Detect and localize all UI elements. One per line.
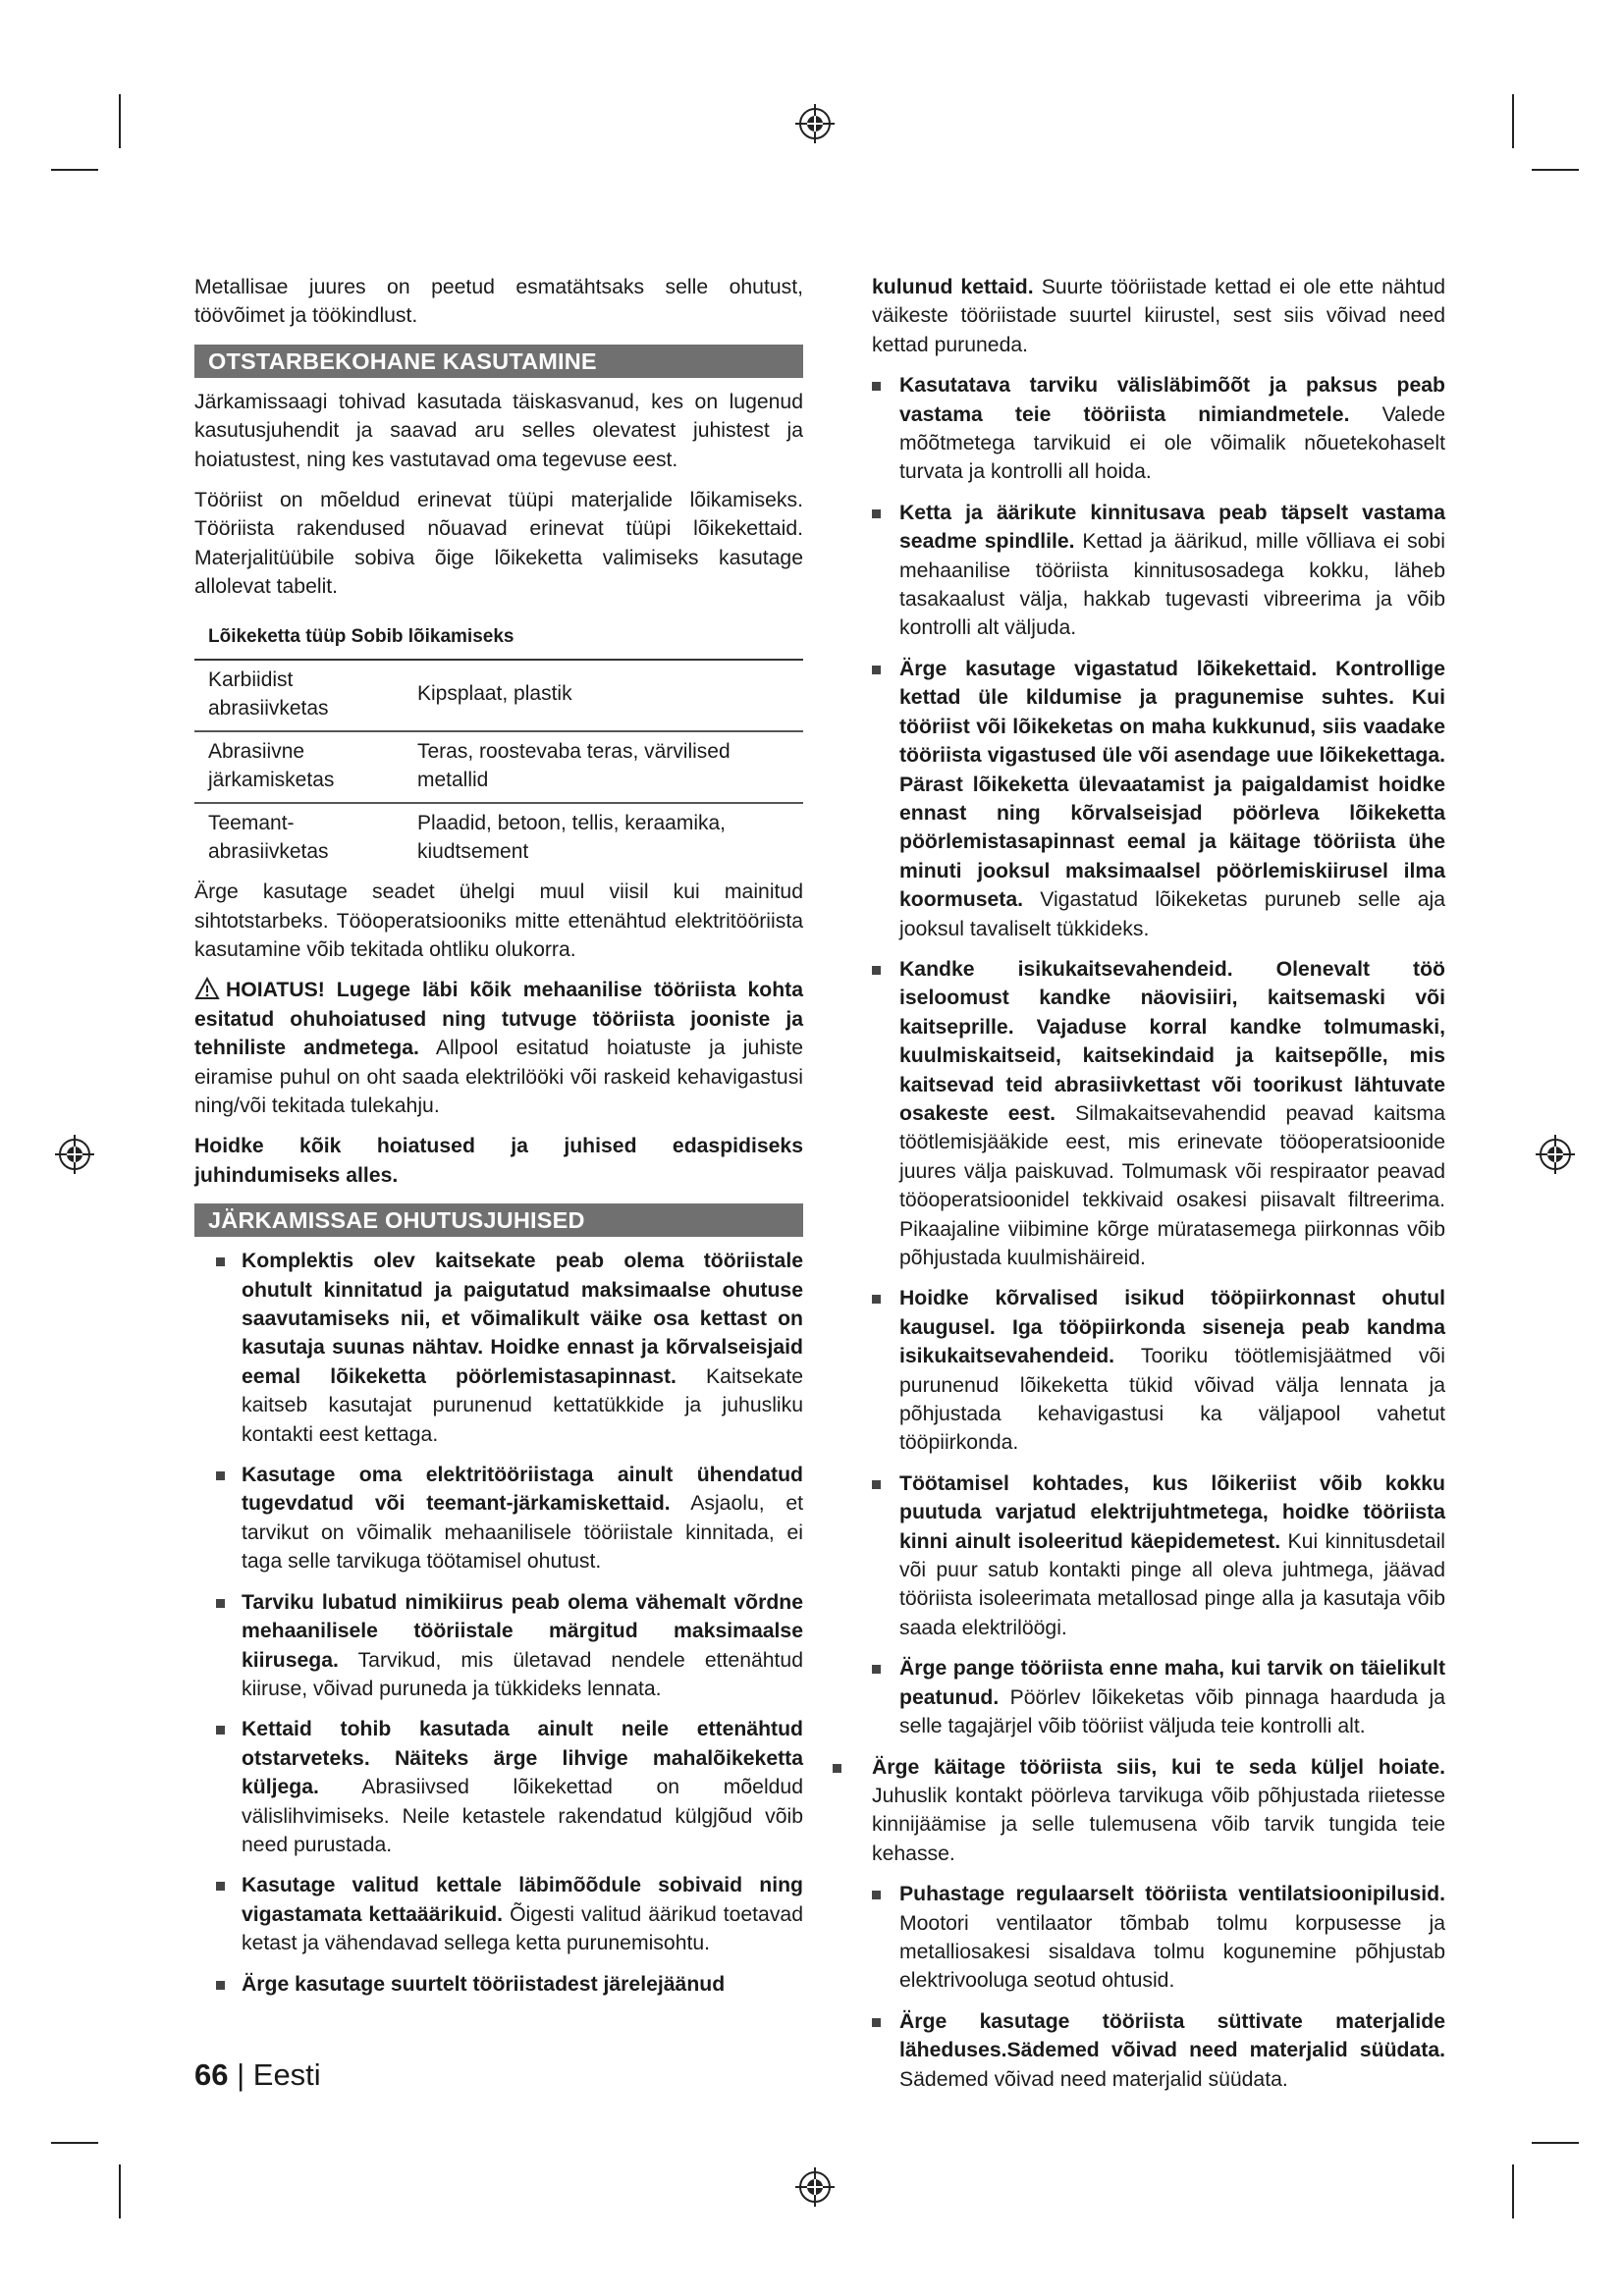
registration-mark-icon bbox=[53, 1133, 96, 1176]
keep-instructions: Hoidke kõik hoiatused ja juhised edaspidiseks juhindumiseks alles. bbox=[194, 1135, 803, 1187]
table-cell-use: Teras, roostevaba teras, värvilised metallid bbox=[404, 731, 803, 803]
section-heading-safety: JÄRKAMISSAE OHUTUSJUHISED bbox=[194, 1203, 803, 1237]
list-item: Ketta ja äärikute kinnitusava peab täpselt vastama seadme spindlile. Kettad ja äärikud, mille võlliava ei sobi mehaanilise tööriista kinnitusosadega kokku, läheb tasakaalust välja, hakkab tugevasti vibreerima ja võib kontrolli alt väljuda. bbox=[872, 499, 1445, 643]
crop-mark bbox=[1512, 2164, 1514, 2218]
list-item: Töötamisel kohtades, kus lõikeriist võib kokku puutuda varjatud elektrijuhtmetega, hoidke tööriista kinni ainult isoleeritud käepidemetest. Kui kinnitusdetail või puur satub kontakti pinge all oleva juhtmega, jäävad tööriista isoleerimata metallosad pinge alla ja kasutaja võib saada elektrilöögi. bbox=[872, 1469, 1445, 1642]
registration-mark-icon bbox=[793, 102, 837, 145]
crop-mark bbox=[51, 2142, 98, 2144]
paragraph: Järkamissaagi tohivad kasutada täiskasvanud, kes on lugenud kasutusjuhendit ja saavad aru selles olevatest juhistest ja hoiatustest, ning kes vastutavad oma tegevuse eest. bbox=[194, 390, 803, 471]
registration-mark-icon bbox=[793, 2165, 837, 2209]
list-item: Ärge käitage tööriista siis, kui te seda küljel hoiate. Juhuslik kontakt pöörleva tarvikuga võib põhjustada riietesse kinnijäämise ja selle tulemusena võib tarvik tungida teie kehasse. bbox=[833, 1753, 1445, 1869]
table-row bbox=[194, 803, 803, 874]
table-cell-use: Kipsplaat, plastik bbox=[404, 660, 803, 731]
crop-mark bbox=[51, 169, 98, 171]
warning-paragraph bbox=[194, 976, 803, 1120]
section-heading-intended-use: OTSTARBEKOHANE KASUTAMINE bbox=[194, 345, 803, 378]
warning-text: Allpool esitatud hoiatuste ja juhiste eiramise puhul on oht saada elektrilööki või raskeid kehavigastusi ning/või tekitada tulekahju. bbox=[194, 1037, 803, 1117]
table-row bbox=[194, 731, 803, 803]
crop-mark bbox=[1512, 94, 1514, 148]
list-item: Kasutage valitud kettale läbimõõdule sobivaid ning vigastamata kettaäärikuid. Õigesti valitud äärikud toetavad ketast ja vähendavad sellega ketta purunemisohtu. bbox=[194, 1871, 803, 1957]
table-row bbox=[194, 660, 803, 731]
list-item: Puhastage regulaarselt tööriista ventilatsioonipilusid. Mootori ventilaator tõmbab tolmu korpusesse ja metalliosakesi sisaldava tolmu kogunemine põhjustab elektrivooluga seotud ohtusid. bbox=[872, 1880, 1445, 1996]
registration-mark-icon bbox=[1534, 1133, 1577, 1176]
crop-mark bbox=[1532, 2142, 1579, 2144]
crop-mark bbox=[1532, 169, 1579, 171]
left-column bbox=[194, 273, 803, 2010]
right-column bbox=[872, 273, 1445, 2106]
list-item: Ärge kasutage vigastatud lõikekettaid. Kontrollige kettad üle kildumise ja pragunemise suhtes. Kui tööriist või lõikeketas on maha kukkunud, siis vaadake tööriista vigastused üle või asendage uue lõikekettaga. Pärast lõikeketta ülevaatamist ja paigaldamist hoidke ennast ning kõrvalseisjad pöörleva lõikeketta pöörlemistasapinnast eemal ja käitage tööriista ühe minuti jooksul maksimaalsel pöörlemiskiirusel ilma koormuseta. Vigastatud lõikeketas puruneb selle aja jooksul tavaliselt tükkideks. bbox=[872, 655, 1445, 943]
crop-mark bbox=[119, 94, 121, 148]
table-cell-type: Teemant-abrasiivketas bbox=[208, 812, 329, 863]
list-item: Kasutage oma elektritööriistaga ainult ühendatud tugevdatud või teemant-järkamiskettaid. Asjaolu, et tarvikut on võimalik mehaanilisele tööriistale kinnitada, ei taga selle tarvikuga töötamisel ohutust. bbox=[194, 1461, 803, 1576]
list-item: Hoidke kõrvalised isikud tööpiirkonnast ohutul kaugusel. Iga tööpiirkonda siseneja peab kandma isikukaitsevahendeid. Tooriku töötlemisjäätmed või purunenud lõikeketta tükid võivad välja lennata ja põhjustada kehavigastusi ka väljapool vahetut tööpiirkonda. bbox=[872, 1284, 1445, 1457]
list-item: Tarviku lubatud nimikiirus peab olema vähemalt võrdne mehaanilisele tööriistale märgitud maksimaalse kiirusega. Tarvikud, mis ületavad nendele ettenähtud kiiruse, võivad puruneda ja tükkideks lennata. bbox=[194, 1588, 803, 1704]
list-item: Ärge kasutage tööriista süttivate materjalide läheduses.Sädemed võivad need materjalid süüdata. Sädemed võivad need materjalid süüdata. bbox=[872, 2007, 1445, 2094]
list-item: Kasutatava tarviku välisläbimõõt ja paksus peab vastama teie tööriista nimiandmetele. Valede mõõtmetega tarvikuid ei ole võimalik nõuetekohaselt turvata ja kontrolli all hoida. bbox=[872, 371, 1445, 487]
page-number: 66 bbox=[194, 2057, 229, 2092]
list-item: Ärge pange tööriista enne maha, kui tarvik on täielikult peatunud. Pöörlev lõikeketas võib pinnaga haarduda ja selle tagajärjel võib tööriist väljuda teie kontrolli alt. bbox=[872, 1654, 1445, 1740]
warning-bold: HOIATUS! Lugege läbi kõik mehaanilise tööriista kohta esitatud ohuhoiatused ning tutvuge tööriista jooniste ja tehniliste andmetega. bbox=[194, 979, 803, 1060]
list-item: Komplektis olev kaitsekate peab olema tööriistale ohutult kinnitatud ja paigutatud maksimaalse ohutuse saavutamiseks nii, et võimalikult väike osa kettast on kasutaja suunas nähtav. Hoidke ennast ja kõrvalseisjaid eemal lõikeketta pöörlemistasapinnast. Kaitsekate kaitseb kasutajat purunenud kettatükkide ja juhusliku kontakti eest kettaga. bbox=[194, 1247, 803, 1449]
warning-triangle-icon bbox=[194, 977, 220, 1000]
paragraph: Tööriist on mõeldud erinevat tüüpi materjalide lõikamiseks. Tööriista rakendused nõuavad erinevat tüüpi lõikekettaid. Materjalitüübile sobiva õige lõikeketta valimiseks kasutage allolevat tabelit. bbox=[194, 489, 803, 599]
table-header: Lõikeketta tüüp Sobib lõikamiseks bbox=[194, 619, 803, 661]
intro-paragraph: Metallisae juures on peetud esmatähtsaks selle ohutust, töövõimet ja töökindlust. bbox=[194, 276, 803, 328]
disc-type-table bbox=[194, 619, 803, 875]
paragraph: Ärge kasutage seadet ühelgi muul viisil kui mainitud sihtotstarbeks. Tööoperatsiooniks mitte ettenähtud elektritööriista kasutamine võib tekitada ohtliku olukorra. bbox=[194, 881, 803, 961]
crop-mark bbox=[119, 2164, 121, 2218]
footer-separator: | bbox=[228, 2057, 253, 2092]
continued-paragraph: kulunud kettaid. Suurte tööriistade kettad ei ole ette nähtud väikeste tööriistade suurtel kiirustel, sest siis võivad need kettad puruneda. bbox=[872, 276, 1445, 356]
page-footer bbox=[194, 2057, 321, 2093]
list-item: Kettaid tohib kasutada ainult neile ettenähtud otstarveteks. Näiteks ärge lihvige mahalõikeketta küljega. Abrasiivsed lõikekettad on mõeldud välislihvimiseks. Neile ketastele rakendatud külgjõud võib need purustada. bbox=[194, 1715, 803, 1859]
table-cell-use: Plaadid, betoon, tellis, keraamika, kiudtsement bbox=[417, 812, 727, 863]
table-cell-type: Abrasiivne järkamisketas bbox=[194, 731, 404, 803]
list-item: Ärge kasutage suurtelt tööriistadest järelejäänud bbox=[194, 1970, 803, 1999]
table-cell-type: Karbiidist abrasiivketas bbox=[194, 660, 404, 731]
footer-language: Eesti bbox=[252, 2057, 321, 2092]
list-item: Kandke isikukaitsevahendeid. Olenevalt töö iseloomust kandke näovisiiri, kaitsemaski või kaitseprille. Vajaduse korral kandke tolmumaski, kuulmiskaitseid, kaitsekindaid ja kaitsepõlle, mis kaitsevad teid abrasiivkettast või toorikust lähtuvate osakeste eest. Silmakaitsevahendid peavad kaitsma töötlemisjääkide eest, mis erinevate tööoperatsioonide juures välja paiskuvad. Tolmumask või respiraator peavad tööoperatsioonidel tekkivaid osakesi piisavalt filtreerima. Pikaajaline viibimine kõrge müratasemega piirkonnas võib põhjustada kuulmishäireid. bbox=[872, 955, 1445, 1272]
